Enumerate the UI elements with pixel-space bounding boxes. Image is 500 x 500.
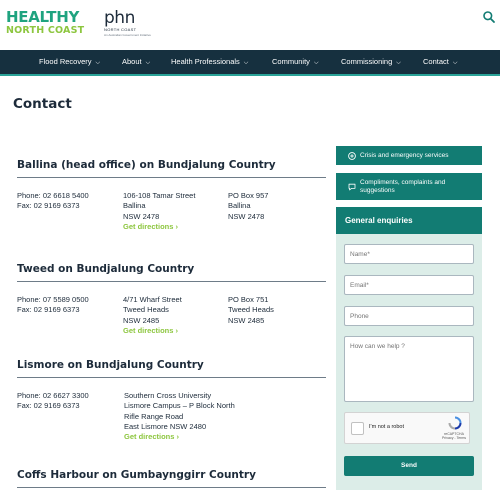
address-line: Ballina xyxy=(228,201,251,211)
recaptcha-label: I'm not a robot xyxy=(369,424,404,430)
address-line: NSW 2478 xyxy=(228,211,265,221)
nav-item-health-professionals[interactable] xyxy=(171,50,248,74)
office-fax: Fax: 02 9169 6373 xyxy=(17,201,80,211)
address-line: NSW 2485 xyxy=(123,315,160,325)
office-street-address xyxy=(124,391,235,442)
recaptcha-logo-icon xyxy=(448,416,462,430)
office-lismore xyxy=(17,359,326,442)
nav-label: Community xyxy=(272,57,310,66)
office-postal-address xyxy=(228,295,274,326)
nav-label: About xyxy=(122,57,142,66)
get-directions-link[interactable]: Get directions › xyxy=(124,432,180,442)
address-line: Lismore Campus – P Block North xyxy=(124,401,235,411)
office-fax: Fax: 02 9169 6373 xyxy=(17,401,80,411)
compliments-button[interactable] xyxy=(336,173,482,200)
nav-item-community[interactable] xyxy=(272,50,319,74)
logo-line1: HEALTHY xyxy=(6,8,80,26)
send-button[interactable]: Send xyxy=(344,456,474,476)
nav-item-about[interactable] xyxy=(122,50,150,74)
address-line: Southern Cross University xyxy=(124,391,212,400)
email-field[interactable] xyxy=(344,275,474,295)
office-title: Ballina (head office) on Bundjalung Country xyxy=(17,159,326,178)
phn-logo[interactable] xyxy=(104,10,151,37)
chevron-down-icon: ⌵ xyxy=(145,60,151,66)
crisis-services-label: Crisis and emergency services xyxy=(360,151,449,159)
phn-main: phn xyxy=(104,8,135,28)
chevron-down-icon: ⌵ xyxy=(452,60,458,66)
site-header xyxy=(0,0,500,50)
nav-item-contact[interactable] xyxy=(423,50,457,74)
chevron-down-icon: ⌵ xyxy=(243,60,249,66)
office-street-address xyxy=(123,295,182,336)
address-line: PO Box 957 xyxy=(228,191,269,200)
healthy-north-coast-logo[interactable] xyxy=(6,10,84,36)
crisis-services-button[interactable] xyxy=(336,146,482,165)
phn-sub: NORTH COAST xyxy=(104,27,137,32)
office-phone: Phone: 02 6627 3300 xyxy=(17,391,89,400)
address-line: Tweed Heads xyxy=(123,305,169,315)
phn-tagline: An Australian Government Initiative xyxy=(104,33,151,37)
chevron-down-icon: ⌵ xyxy=(313,60,319,66)
office-contact xyxy=(17,295,89,316)
office-ballina xyxy=(17,159,326,231)
office-phone: Phone: 07 5589 0500 xyxy=(17,295,89,304)
form-title: General enquiries xyxy=(336,207,482,234)
recaptcha-widget xyxy=(344,412,470,444)
chevron-down-icon: ⌵ xyxy=(396,60,401,66)
get-directions-link[interactable]: Get directions › xyxy=(123,221,179,231)
address-line: NSW 2485 xyxy=(228,315,265,325)
speech-bubble-icon xyxy=(348,183,356,191)
office-title: Tweed on Bundjalung Country xyxy=(17,263,326,282)
chevron-down-icon: ⌵ xyxy=(95,60,101,66)
page-title: Contact xyxy=(13,96,72,112)
nav-label: Flood Recovery xyxy=(39,57,92,66)
office-contact xyxy=(17,391,89,412)
recaptcha-brand-name: reCAPTCHA xyxy=(444,432,464,436)
name-field[interactable] xyxy=(344,244,474,264)
address-line: Ballina xyxy=(123,201,146,211)
message-field[interactable] xyxy=(344,336,474,402)
address-line: Rifle Range Road xyxy=(124,411,184,421)
address-line: 106-108 Tamar Street xyxy=(123,191,196,200)
nav-label: Health Professionals xyxy=(171,57,240,66)
address-line: PO Box 751 xyxy=(228,295,269,304)
general-enquiries-form xyxy=(336,207,482,490)
office-coffs-harbour xyxy=(17,469,326,488)
search-icon[interactable] xyxy=(482,10,496,24)
office-title: Coffs Harbour on Gumbaynggirr Country xyxy=(17,469,326,488)
main-nav xyxy=(0,50,500,76)
recaptcha-checkbox[interactable] xyxy=(351,422,364,435)
address-line: 4/71 Wharf Street xyxy=(123,295,182,304)
office-street-address xyxy=(123,191,195,232)
office-fax: Fax: 02 9169 6373 xyxy=(17,305,80,315)
plus-circle-icon xyxy=(348,152,356,160)
nav-label: Commissioning xyxy=(341,57,393,66)
get-directions-link[interactable]: Get directions › xyxy=(123,325,179,335)
address-line: East Lismore NSW 2480 xyxy=(124,421,207,431)
nav-item-commissioning[interactable] xyxy=(341,50,401,74)
office-postal-address xyxy=(228,191,268,222)
recaptcha-terms: Privacy - Terms xyxy=(441,436,467,440)
office-phone: Phone: 02 6618 5400 xyxy=(17,191,89,200)
office-title: Lismore on Bundjalung Country xyxy=(17,359,326,378)
logo-line2: NORTH COAST xyxy=(6,25,85,36)
office-contact xyxy=(17,191,89,212)
address-line: Tweed Heads xyxy=(228,305,274,315)
compliments-label: Compliments, complaints and suggestions xyxy=(360,178,446,194)
phone-field[interactable] xyxy=(344,306,474,326)
address-line: NSW 2478 xyxy=(123,211,160,221)
recaptcha-brand xyxy=(439,432,469,440)
nav-item-flood-recovery[interactable] xyxy=(39,50,100,74)
office-tweed xyxy=(17,263,326,335)
nav-label: Contact xyxy=(423,57,449,66)
